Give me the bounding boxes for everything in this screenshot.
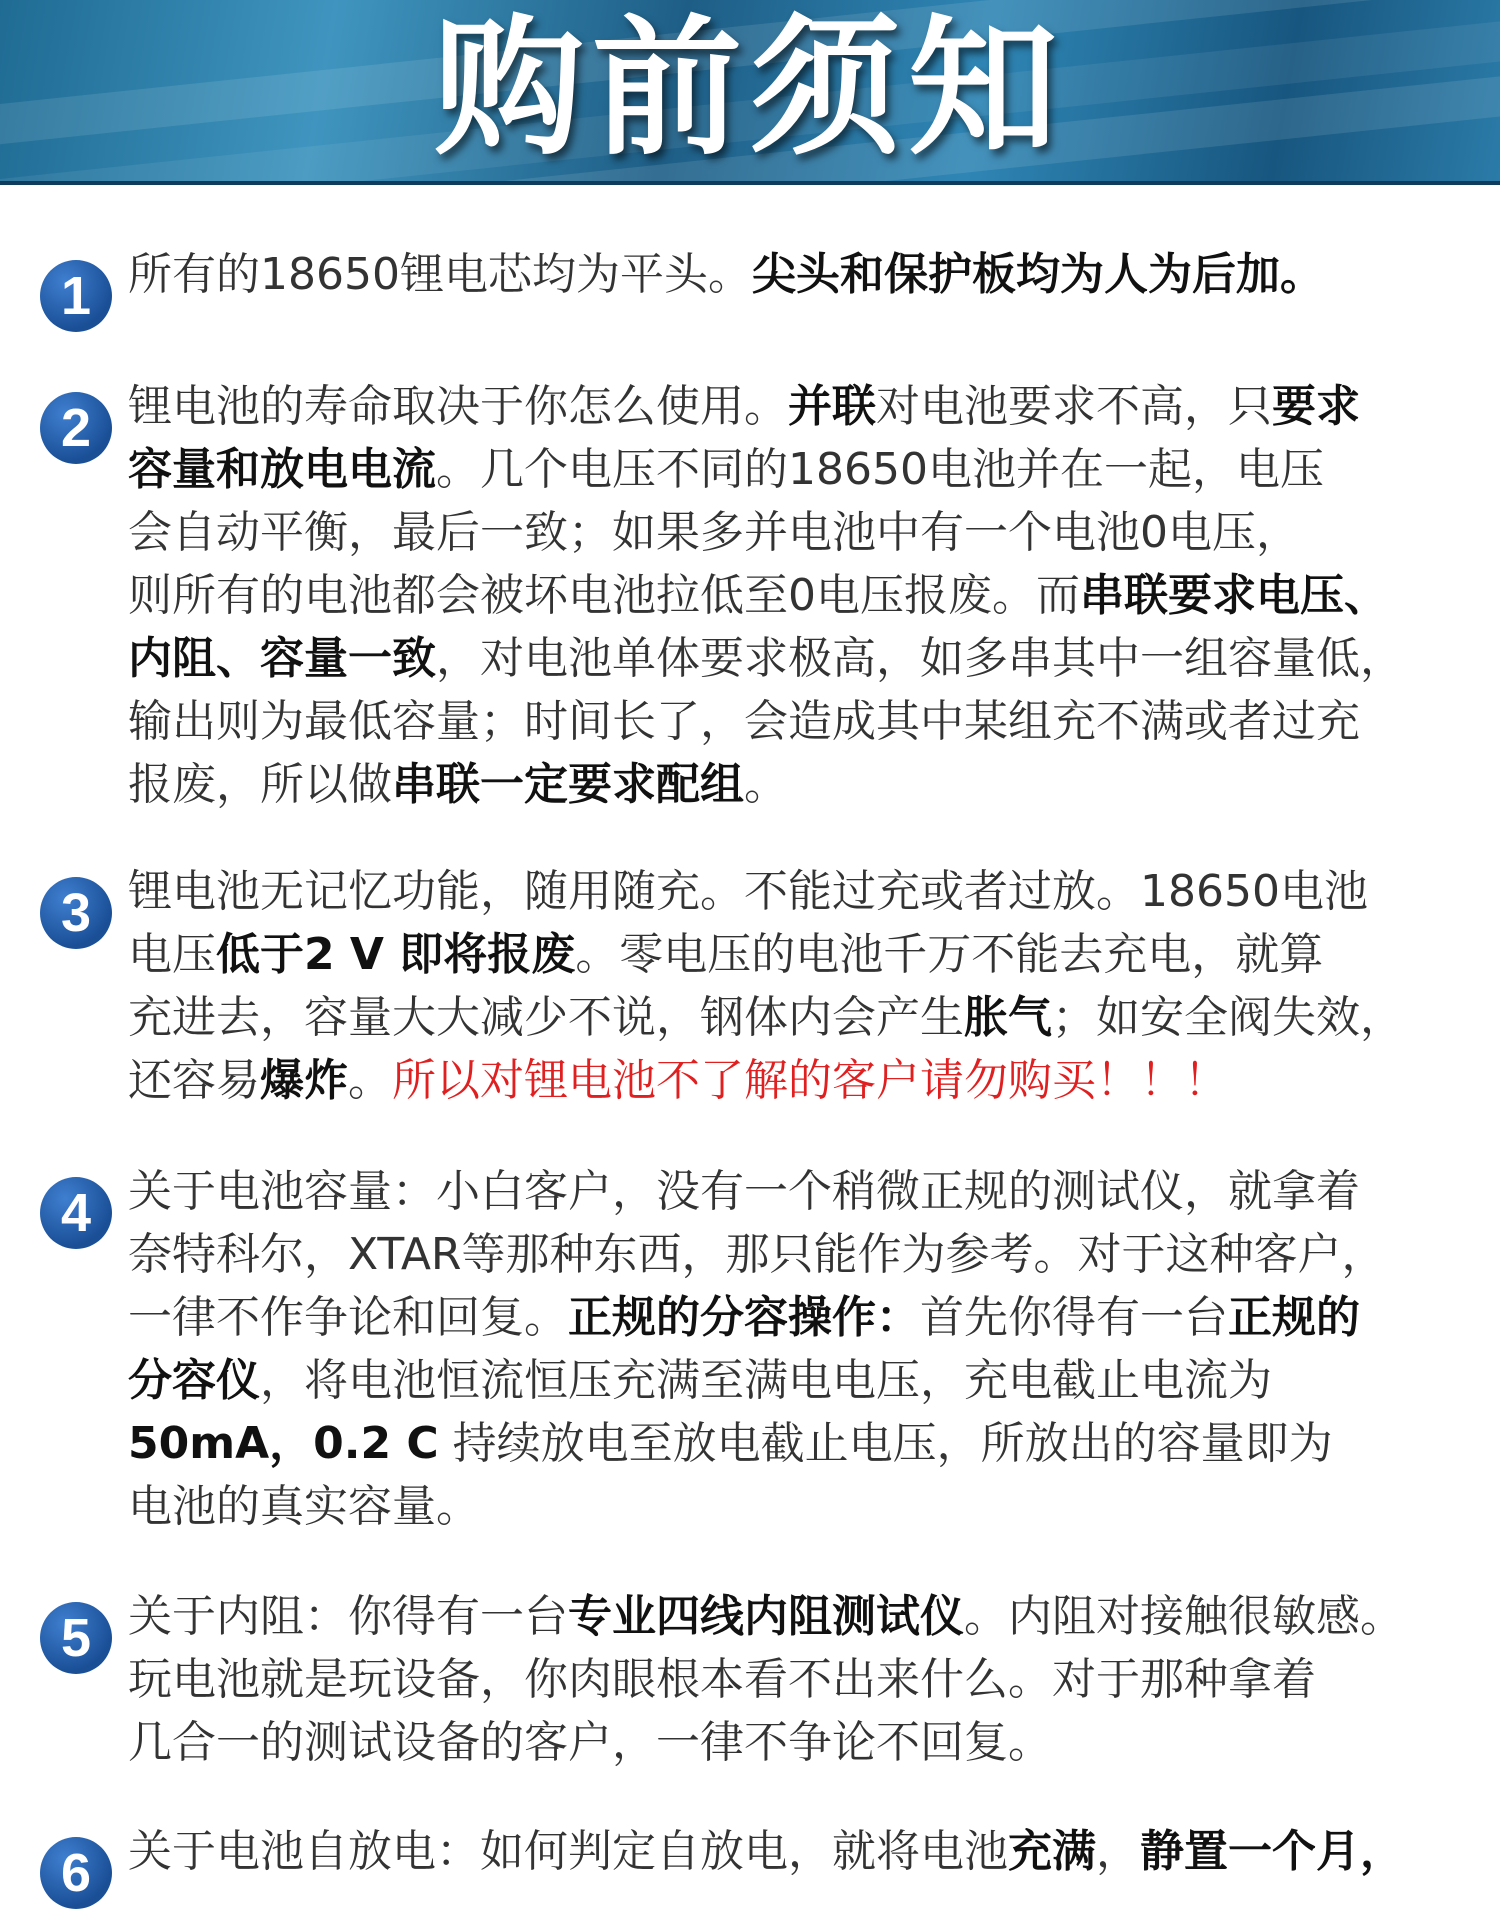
note-line: [128, 1820, 1493, 1883]
emphasis-text: 容量和放电电流: [128, 444, 436, 495]
emphasis-text: 并联: [788, 381, 876, 432]
note-text: [128, 375, 1493, 816]
note-number-badge: 6: [40, 1837, 112, 1909]
note-text: [128, 860, 1493, 1112]
note-line: [128, 690, 1493, 753]
note-line: [128, 1475, 1493, 1538]
emphasis-text: 正规的: [1228, 1292, 1360, 1343]
note-line: [128, 753, 1493, 816]
note-line: [128, 375, 1493, 438]
note-line: [128, 438, 1493, 501]
note-line: [128, 1160, 1493, 1223]
note-number-badge: 4: [40, 1177, 112, 1249]
body-text: 充进去，容量大大减少不说，钢体内会产生: [128, 992, 964, 1043]
note-line: [128, 986, 1493, 1049]
body-text: ，: [1096, 1826, 1140, 1877]
emphasis-text: 内阻、容量一致: [128, 633, 436, 684]
note-line: [128, 1648, 1493, 1711]
body-text: 。: [744, 759, 788, 810]
body-text: 。零电压的电池千万不能去充电，就算: [575, 929, 1324, 980]
body-text: 持续放电至放电截止电压，所放出的容量即为: [438, 1418, 1333, 1469]
note-line: [128, 243, 1493, 306]
note-number-badge: 5: [40, 1602, 112, 1674]
emphasis-text: 充满: [1008, 1826, 1096, 1877]
note-text: [128, 243, 1493, 306]
emphasis-text: 串联一定要求配组: [392, 759, 744, 810]
emphasis-text: 分容仪: [128, 1355, 260, 1406]
body-text: 。: [348, 1055, 392, 1106]
body-text: ，将电池恒流恒压充满至满电电压，充电截止电流为: [260, 1355, 1272, 1406]
body-text: 会自动平衡，最后一致；如果多并电池中有一个电池0电压，: [128, 507, 1300, 558]
body-text: 奈特科尔，XTAR等那种东西，那只能作为参考。对于这种客户，: [128, 1229, 1386, 1280]
emphasis-text: 专业四线内阻测试仪: [568, 1591, 964, 1642]
body-text: 对电池要求不高，只: [876, 381, 1272, 432]
emphasis-text: 静置一个月，: [1140, 1826, 1404, 1877]
note-line: [128, 564, 1493, 627]
note-text: [128, 1820, 1493, 1883]
body-text: 报废，所以做: [128, 759, 392, 810]
body-text: 锂电池无记忆功能，随用随充。不能过充或者过放。18650电池: [128, 866, 1368, 917]
note-line: [128, 1412, 1493, 1475]
emphasis-text: 要求: [1272, 381, 1360, 432]
note-line: [128, 1223, 1493, 1286]
body-text: 锂电池的寿命取决于你怎么使用。: [128, 381, 788, 432]
note-line: [128, 1349, 1493, 1412]
body-text: 关于电池自放电：如何判定自放电，就将电池: [128, 1826, 1008, 1877]
emphasis-text: 尖头和保护板均为人为后加。: [751, 249, 1324, 300]
body-text: 电池的真实容量。: [128, 1481, 480, 1532]
emphasis-text: 胀气: [964, 992, 1052, 1043]
body-text: 则所有的电池都会被坏电池拉低至0电压报废。而: [128, 570, 1080, 621]
body-text: 玩电池就是玩设备，你肉眼根本看不出来什么。对于那种拿着: [128, 1654, 1316, 1705]
note-line: [128, 501, 1493, 564]
note-line: [128, 860, 1493, 923]
note-text: [128, 1160, 1493, 1538]
note-number-badge: 3: [40, 877, 112, 949]
body-text: 首先你得有一台: [920, 1292, 1228, 1343]
emphasis-text: 爆炸: [260, 1055, 348, 1106]
header-banner: [0, 0, 1500, 185]
note-number-badge: 2: [40, 392, 112, 464]
note-line: [128, 923, 1493, 986]
emphasis-text: 串联要求电压、: [1080, 570, 1388, 621]
note-line: [128, 627, 1493, 690]
body-text: 一律不作争论和回复。: [128, 1292, 568, 1343]
body-text: 。几个电压不同的18650电池并在一起，电压: [436, 444, 1324, 495]
note-text: [128, 1585, 1493, 1774]
body-text: 关于内阻：你得有一台: [128, 1591, 568, 1642]
body-text: 关于电池容量：小白客户，没有一个稍微正规的测试仪，就拿着: [128, 1166, 1360, 1217]
note-line: [128, 1585, 1493, 1648]
emphasis-text: 正规的分容操作：: [568, 1292, 920, 1343]
body-text: ；如安全阀失效，: [1052, 992, 1404, 1043]
body-text: ，对电池单体要求极高，如多串其中一组容量低，: [436, 633, 1404, 684]
banner-divider: [0, 181, 1500, 185]
body-text: 几合一的测试设备的客户，一律不争论不回复。: [128, 1717, 1052, 1768]
emphasis-text: 50mA，0.2 C: [128, 1418, 439, 1469]
note-line: [128, 1711, 1493, 1774]
page-title: 购前须知: [433, 2, 1066, 176]
emphasis-text: 低于2 V 即将报废: [216, 929, 576, 980]
body-text: 电压: [128, 929, 216, 980]
note-number-badge: 1: [40, 260, 112, 332]
note-line: [128, 1286, 1493, 1349]
body-text: 输出则为最低容量；时间长了，会造成其中某组充不满或者过充: [128, 696, 1360, 747]
body-text: 还容易: [128, 1055, 260, 1106]
body-text: 。内阻对接触很敏感。: [964, 1591, 1404, 1642]
body-text: 所有的18650锂电芯均为平头。: [128, 249, 752, 300]
note-line: [128, 1049, 1493, 1112]
warning-text: 所以对锂电池不了解的客户请勿购买！！！: [392, 1055, 1228, 1106]
